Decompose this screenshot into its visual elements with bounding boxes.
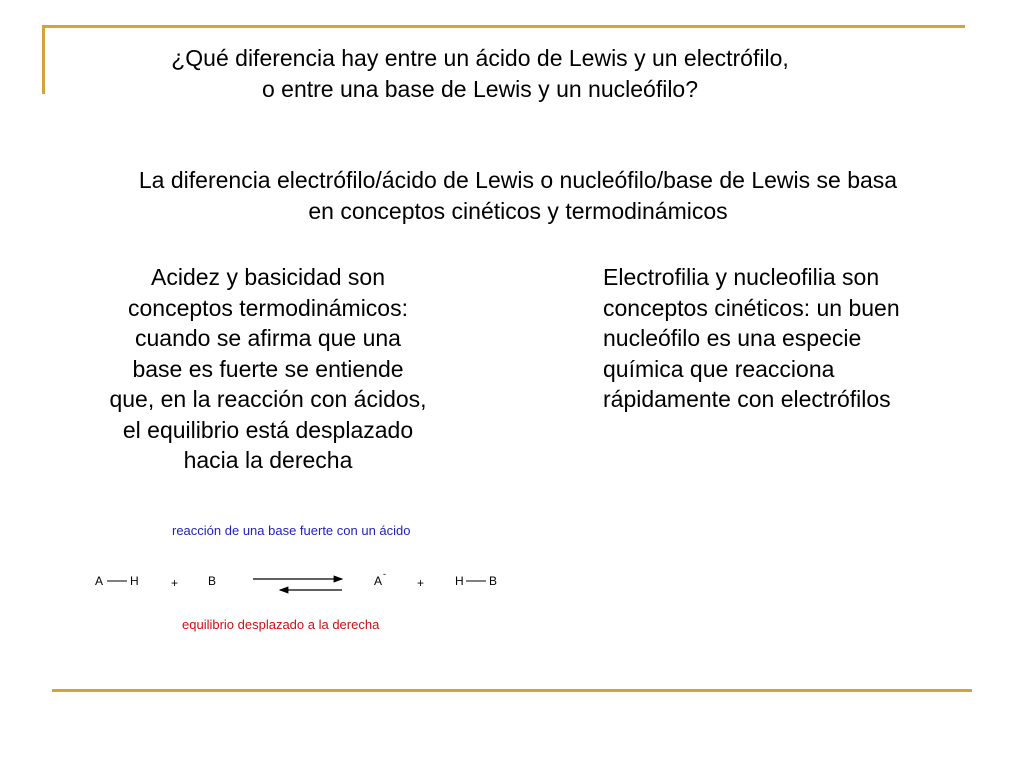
subtitle-line-1: La diferencia electrófilo/ácido de Lewis o nucleófilo/base de Lewis se basa — [138, 167, 898, 193]
left-column-text — [68, 262, 468, 476]
right-line: conceptos cinéticos: un buen — [603, 294, 900, 321]
right-line: Electrofilia y nucleofilia son — [603, 264, 880, 290]
product-a-label: A — [374, 574, 383, 588]
left-line: hacia la derecha — [183, 447, 353, 473]
slide-subtitle — [78, 165, 958, 227]
right-column-text — [603, 262, 983, 415]
left-line: que, en la reacción con ácidos, — [109, 386, 427, 412]
frame-left-line — [42, 25, 45, 94]
product-h-label: H — [455, 574, 464, 588]
right-line: nucleófilo es una especie — [603, 325, 862, 351]
reactant-h-label: H — [130, 574, 139, 588]
right-line: rápidamente con electrófilos — [603, 386, 891, 412]
reaction-caption-bottom: equilibrio desplazado a la derecha — [182, 617, 380, 632]
plus-sign-1: + — [171, 576, 179, 590]
product-b-label: B — [489, 574, 498, 588]
left-line: cuando se afirma que una — [135, 325, 401, 351]
frame-bottom-line — [52, 689, 972, 692]
product-a-charge: - — [383, 569, 386, 579]
reactant-a-label: A — [95, 574, 104, 588]
left-line: conceptos termodinámicos: — [128, 294, 408, 321]
right-line: química que reacciona — [603, 355, 835, 382]
left-line: el equilibrio está desplazado — [122, 416, 414, 443]
subtitle-line-2: en conceptos cinéticos y termodinámicos — [308, 198, 728, 224]
left-line: base es fuerte se entiende — [132, 355, 404, 382]
plus-sign-2: + — [417, 576, 425, 590]
title-line-2: o entre una base de Lewis y un nucleófilo? — [261, 76, 699, 102]
frame-top-line — [43, 25, 965, 28]
reaction-caption-top: reacción de una base fuerte con un ácido — [172, 523, 411, 538]
title-line-1: ¿Qué diferencia hay entre un ácido de Lewis y un electrófilo, — [171, 45, 789, 71]
left-line: Acidez y basicidad son — [151, 264, 385, 290]
slide-title — [60, 43, 900, 105]
reaction-equation — [80, 560, 520, 610]
reactant-b-label: B — [208, 574, 217, 588]
